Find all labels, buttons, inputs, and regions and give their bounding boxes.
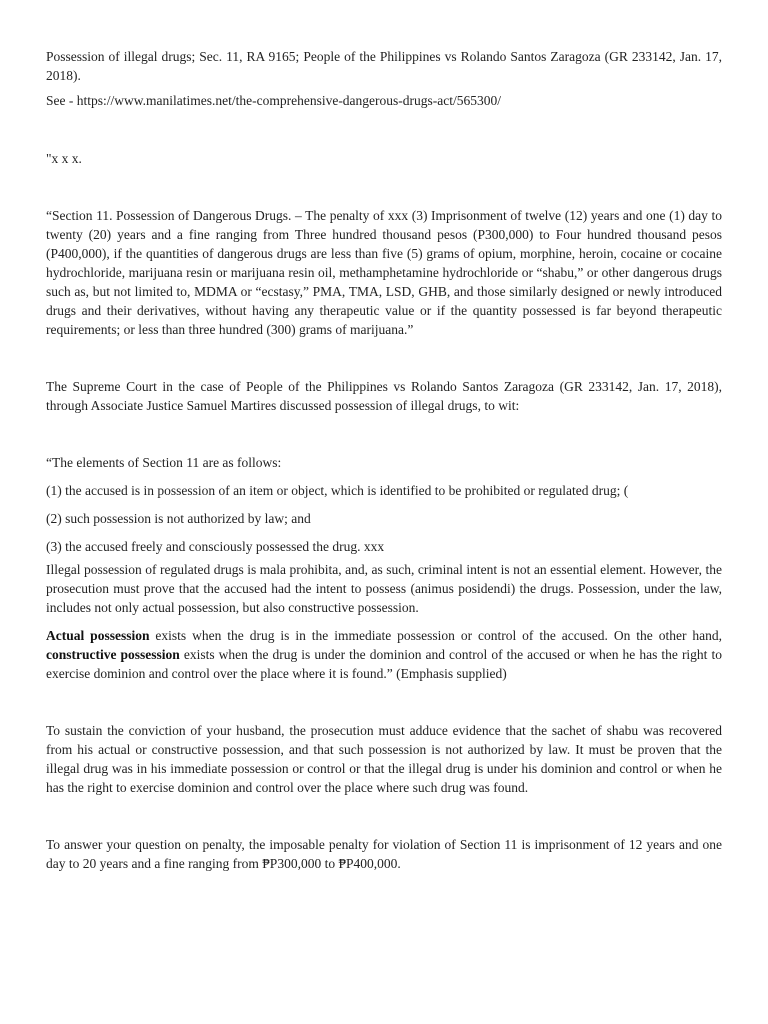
possession-definitions [46,626,722,683]
actual-possession-term: Actual possession [46,628,150,643]
element-2: (2) such possession is not authorized by law; and [46,511,311,526]
mala-prohibita-paragraph: Illegal possession of regulated drugs is mala prohibita, and, as such, criminal intent is not an essential element. However, the prosecution must prove that the accused had the intent to possess (animus posidendi) the drugs. Possession, under the law, includes not only actual possession, but also constructive possession. [46,562,722,615]
see-reference [46,91,722,110]
sustain-conviction-paragraph: To sustain the conviction of your husband, the prosecution must adduce evidence that the sachet of shabu was recovered from his actual or constructive possession, and that such possession is not authorized by law. It must be proven that the illegal drug was in his immediate possession or control or that the illegal drug is under his dominion and control or when he has the right to exercise dominion and control over the place where such drug was found. [46,723,722,795]
element-1: (1) the accused is in possession of an item or object, which is identified to be prohibited or regulated drug; ( [46,483,629,498]
elements-intro: “The elements of Section 11 are as follows: [46,455,282,470]
element-3: (3) the accused freely and consciously possessed the drug. xxx [46,539,385,554]
see-prefix: See - [46,93,77,108]
constructive-possession-term: constructive possession [46,647,180,662]
supreme-court-paragraph: The Supreme Court in the case of People of the Philippines vs Rolando Santos Zaragoza (GR 233142, Jan. 17, 2018), through Associate Justice Samuel Martires discussed possession of illegal drugs, to wit: [46,379,722,413]
section11-quote: “Section 11. Possession of Dangerous Drugs. – The penalty of xxx (3) Imprisonment of twelve (12) years and one (1) day to twenty (20) years and a fine ranging from Three hundred thousand pesos (P300,000) to Four hundred thousand pesos (P400,000), if the quantities of dangerous drugs are less than five (5) grams of opium, morphine, heroin, cocaine or cocaine hydrochloride, marijuana resin or marijuana resin oil, methamphetamine hydrochloride or “shabu,” or other dangerous drugs such as, but not limited to, MDMA or “ecstasy,” PMA, TMA, LSD, GHB, and those similarly designed or newly introduced drugs and their derivatives, without having any therapeutic value or if the quantity possessed is far beyond therapeutic requirements; or less than three hundred (300) grams of marijuana.” [46,208,722,337]
penalty-paragraph: To answer your question on penalty, the imposable penalty for violation of Section 11 is imprisonment of 12 years and one day to 20 years and a fine ranging from ₱P300,000 to ₱P400,000. [46,837,722,871]
xxx-marker: "x x x. [46,151,82,166]
document-heading: Possession of illegal drugs; Sec. 11, RA 9165; People of the Philippines vs Rolando Santos Zaragoza (GR 233142, Jan. 17, 2018). [46,49,722,83]
actual-possession-text: exists when the drug is in the immediate possession or control of the accused. On the other hand, [149,628,722,643]
constructive-possession-text: exists when the drug is under the dominion and control of the accused or when he has the right to exercise dominion and control over the place where it is found.” (Emphasis supplied) [46,647,722,681]
source-link[interactable]: https://www.manilatimes.net/the-comprehensive-dangerous-drugs-act/565300/ [76,93,502,108]
